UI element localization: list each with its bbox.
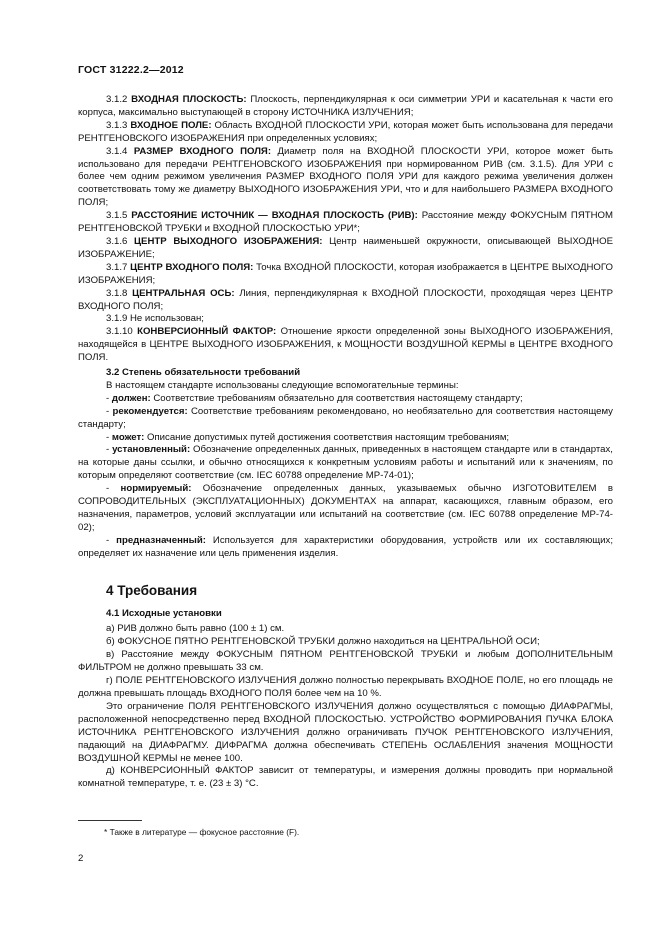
clause-number: 3.1.10: [106, 326, 138, 338]
definition: Линия, перпендикулярная к ВХОДНОЙ ПЛОСКОСТИ, проходящая через ЦЕНТР ВХОДНОГО ПОЛЯ;: [78, 287, 613, 312]
clause-3-1-10: [78, 326, 613, 365]
clause-3-1-7: [78, 262, 613, 288]
clause-number: 3.1.7: [106, 261, 131, 273]
item-b: б) ФОКУСНОЕ ПЯТНО РЕНТГЕНОВСКОЙ ТРУБКИ должно находиться на ЦЕНТРАЛЬНОЙ ОСИ;: [106, 636, 540, 648]
section-4-1-heading: 4.1 Исходные установки: [106, 607, 222, 619]
definition: Область ВХОДНОЙ ПЛОСКОСТИ УРИ, которая может быть использована для передачи РЕНТГЕНОВСКОГО ИЗОБРАЖЕНИЯ при определенных условиях;: [78, 119, 613, 144]
definition: Обозначение определенных данных, указываемых обычно ИЗГОТОВИТЕЛЕМ в СОПРОВОДИТЕЛЬНЫХ (ЭКСПЛУАТАЦИОННЫХ) ДОКУМЕНТАХ на аппарат, касающихся, главным образом, его назначения, параметров, условий эксплуатации или испытаний на соответствие (см. IEC 60788 определение MP-74-02);: [78, 483, 613, 533]
document-body: [78, 94, 613, 791]
definition: Диаметр поля на ВХОДНОЙ ПЛОСКОСТИ УРИ, которое может быть использовано для передачи РЕНТГЕНОВСКОГО ИЗОБРАЖЕНИЯ при нормированном РИВ (см. 3.1.5). Для УРИ с более чем одним режимом увеличения РАЗМЕР ВХОДНОГО ПОЛЯ УРИ для каждого режима увеличения должен соответствовать тому же диаметру ВЫХОДНОГО ИЗОБРАЖЕНИЯ УРИ, что и для наибольшего РАЗМЕРА ВХОДНОГО ПОЛЯ;: [78, 145, 613, 209]
clause-3-1-5: [78, 210, 613, 236]
page-number: 2: [78, 853, 84, 864]
section-3-2-intro: В настоящем стандарте использованы следующие вспомогательные термины:: [106, 379, 459, 391]
term-must: [78, 393, 613, 406]
dash: -: [106, 444, 113, 456]
item-g: г) ПОЛЕ РЕНТГЕНОВСКОГО ИЗЛУЧЕНИЯ должно полностью перекрывать ВХОДНОЕ ПОЛЕ, но его площадь не должна превышать площадь ВХОДНОГО ПОЛЯ более чем на 10 %.: [78, 675, 613, 699]
dash: -: [106, 534, 117, 546]
term: КОНВЕРСИОННЫЙ ФАКТОР:: [137, 326, 277, 338]
clause-3-1-4: [78, 146, 613, 211]
item-a: а) РИВ должно быть равно (100 ± 1) см.: [106, 623, 285, 635]
clause-3-1-8: [78, 288, 613, 314]
item-v: в) Расстояние между ФОКУСНЫМ ПЯТНОМ РЕНТГЕНОВСКОЙ ТРУБКИ и любым ДОПОЛНИТЕЛЬНЫМ ФИЛЬТРОМ не должно превышать 33 см.: [78, 649, 613, 674]
item-d: д) КОНВЕРСИОННЫЙ ФАКТОР зависит от температуры, и измерения должны проводить при нормальной комнатной температуре, т. е. (23 ± 3) °С.: [78, 765, 613, 790]
section-3-2-heading: 3.2 Степень обязательности требований: [106, 367, 301, 379]
definition: Расстояние между ФОКУСНЫМ ПЯТНОМ РЕНТГЕНОВСКОЙ ТРУБКИ и ВХОДНОЙ ПЛОСКОСТЬЮ УРИ*;: [78, 210, 613, 235]
definition: Используется для характеристики оборудования, устройств или их составляющих; определяет их назначение или цель применения изделия.: [78, 534, 613, 559]
footnote: * Также в литературе — фокусное расстояние (F).: [104, 827, 300, 837]
clause-number: 3.1.4: [106, 145, 134, 157]
standard-header: ГОСТ 31222.2—2012: [78, 64, 184, 76]
dash: -: [106, 431, 112, 443]
footnote-divider: [78, 820, 142, 821]
clause-number: 3.1.5: [106, 210, 132, 222]
clause-3-1-3: [78, 120, 613, 146]
dash: -: [106, 392, 112, 404]
term: РАССТОЯНИЕ ИСТОЧНИК — ВХОДНАЯ ПЛОСКОСТЬ (РИВ):: [131, 210, 418, 222]
term: ЦЕНТРАЛЬНАЯ ОСЬ:: [132, 287, 235, 299]
definition: Отношение яркости определенной зоны ВЫХОДНОГО ИЗОБРАЖЕНИЯ, находящейся в ЦЕНТРЕ ВЫХОДНОГО ИЗОБРАЖЕНИЯ, к МОЩНОСТИ ВОЗДУШНОЙ КЕРМЫ в ЦЕНТРЕ ВХОДНОГО ПОЛЯ.: [78, 326, 613, 364]
term: может:: [111, 431, 145, 443]
term-intended: [78, 535, 613, 561]
term-normalized: [78, 483, 613, 535]
term: ЦЕНТР ВХОДНОГО ПОЛЯ:: [130, 261, 254, 273]
term: ЦЕНТР ВЫХОДНОГО ИЗОБРАЖЕНИЯ:: [134, 235, 323, 247]
section-4-heading: 4 Требования: [106, 582, 198, 598]
definition: Соответствие требованиям рекомендовано, но необязательно для соответствия настоящему стандарту;: [78, 405, 613, 430]
term-recommended: [78, 406, 613, 432]
clause-number: 3.1.6: [106, 235, 135, 247]
term: предназначенный:: [116, 534, 206, 546]
clause-3-1-6: [78, 236, 613, 262]
term: РАЗМЕР ВХОДНОГО ПОЛЯ:: [133, 145, 272, 157]
definition: Точка ВХОДНОЙ ПЛОСКОСТИ, которая изображается в ЦЕНТРЕ ВЫХОДНОГО ИЗОБРАЖЕНИЯ;: [78, 261, 613, 286]
limitation-paragraph: Это ограничение ПОЛЯ РЕНТГЕНОВСКОГО ИЗЛУЧЕНИЯ должно осуществляться с помощью ДИАФРАГМЫ, расположенной непосредственно перед ВХОДНОЙ ПЛОСКОСТЬЮ. УСТРОЙСТВО ФОРМИРОВАНИЯ ПУЧКА БЛОКА ИСТОЧНИКА РЕНТГЕНОВСКОГО ИЗЛУЧЕНИЯ должно ограничивать ПУЧОК РЕНТГЕНОВСКОГО ИЗЛУЧЕНИЯ, падающий на ДИАФРАГМУ. ДИФРАГМА должна обеспечивать СТЕПЕНЬ ОСЛАБЛЕНИЯ значения МОЩНОСТИ ВОЗДУШНОЙ КЕРМЫ не менее 100.: [78, 700, 613, 764]
definition: Плоскость, перпендикулярная к оси симметрии УРИ и касательная к части его корпуса, максимально выступающей в сторону ИСТОЧНИКА ИЗЛУЧЕНИЯ;: [78, 94, 613, 118]
clause-3-1-9: 3.1.9 Не использован;: [106, 313, 204, 325]
definition: Обозначение определенных данных, приведенных в настоящем стандарте или в стандартах, на которые даны ссылки, и обычно относящихся к конкретным условиям работы и испытаний или к значениям, по которым определяют соответствие (см. IEC 60788 определение MP-74-01);: [78, 444, 613, 482]
definition: Центр наименьшей окружности, описывающей ВЫХОДНОЕ ИЗОБРАЖЕНИЕ;: [78, 235, 613, 260]
dash: -: [106, 483, 121, 495]
term-established: [78, 444, 613, 483]
clause-number: 3.1.8: [106, 287, 133, 299]
term: установленный:: [112, 444, 191, 456]
term: рекомендуется:: [112, 405, 188, 417]
term-may: [78, 432, 613, 445]
clause-number: 3.1.3: [106, 119, 131, 131]
clause-number: 3.1.2: [106, 94, 132, 105]
definition: Соответствие требованиям обязательно для соответствия настоящему стандарту;: [150, 392, 523, 404]
definition: Описание допустимых путей достижения соответствия настоящим требованиям;: [144, 431, 510, 443]
term: ВХОДНОЕ ПОЛЕ:: [130, 119, 212, 131]
term: ВХОДНАЯ ПЛОСКОСТЬ:: [131, 94, 247, 105]
term: нормируемый:: [120, 483, 192, 495]
clause-3-1-2: [78, 94, 613, 120]
dash: -: [106, 405, 113, 417]
term: должен:: [111, 392, 151, 404]
